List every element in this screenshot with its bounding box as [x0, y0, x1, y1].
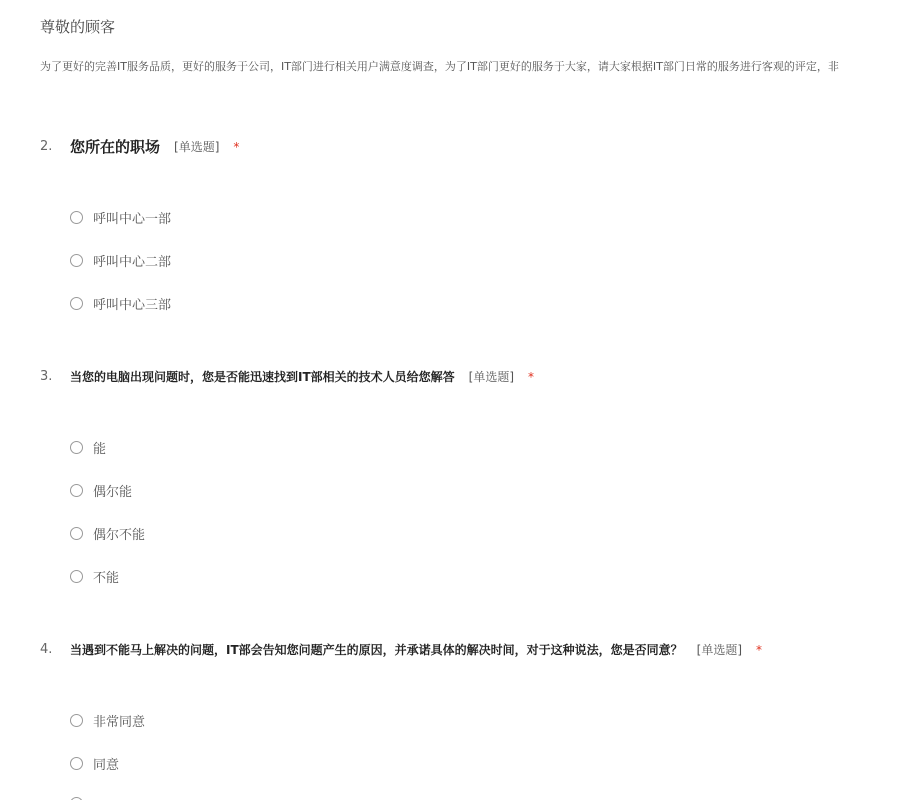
- question-title: 当您的电脑出现问题时，您是否能迅速找到IT部相关的技术人员给您解答: [70, 370, 455, 384]
- radio-button[interactable]: [70, 527, 83, 540]
- survey-intro: 为了更好的完善IT服务品质，更好的服务于公司，IT部门进行相关用户满意度调查，为了IT部门更好的服务于大家，请大家根据IT部门日常的服务进行客观的评定，非: [40, 60, 839, 73]
- question-title: 当遇到不能马上解决的问题，IT部会告知您问题产生的原因，并承诺具体的解决时间，对于这种说法，您是否同意？: [70, 643, 683, 657]
- radio-button[interactable]: [70, 484, 83, 497]
- option-label: 偶尔能: [93, 485, 133, 500]
- radio-button[interactable]: [70, 211, 83, 224]
- option-label: 非常同意: [93, 715, 146, 730]
- question-type-label: [单选题]: [468, 370, 515, 384]
- option-1[interactable]: [70, 438, 106, 457]
- question-header: [40, 368, 900, 385]
- option-1[interactable]: [70, 711, 145, 730]
- radio-button[interactable]: [70, 570, 83, 583]
- option-3[interactable]: [70, 294, 171, 313]
- radio-button[interactable]: [70, 714, 83, 727]
- radio-button[interactable]: [70, 441, 83, 454]
- option-3[interactable]: [70, 524, 145, 543]
- question-header: [40, 641, 900, 658]
- question-number: 4.: [40, 642, 53, 657]
- option-1[interactable]: [70, 208, 171, 227]
- question-3: [40, 368, 900, 586]
- option-2[interactable]: [70, 481, 132, 500]
- question-type-label: [单选题]: [174, 140, 220, 154]
- required-mark: *: [528, 369, 535, 384]
- option-label: 呼叫中心三部: [93, 298, 172, 313]
- question-4: [40, 641, 900, 773]
- question-header: [40, 136, 900, 157]
- required-mark: *: [756, 642, 763, 657]
- survey-greeting: 尊敬的顾客: [40, 18, 116, 36]
- radio-button[interactable]: [70, 254, 83, 267]
- required-mark: *: [233, 139, 240, 154]
- option-label: 能: [93, 442, 107, 457]
- option-label: 不能: [93, 571, 120, 586]
- option-2[interactable]: [70, 754, 119, 773]
- option-4[interactable]: [70, 567, 119, 586]
- radio-button[interactable]: [70, 297, 83, 310]
- radio-button[interactable]: [70, 757, 83, 770]
- question-title: 您所在的职场: [70, 138, 161, 156]
- question-number: 3.: [40, 369, 53, 384]
- option-2[interactable]: [70, 251, 171, 270]
- question-type-label: [单选题]: [696, 643, 743, 657]
- option-label: 同意: [93, 758, 120, 773]
- option-label: 呼叫中心一部: [93, 212, 172, 227]
- option-label: 偶尔不能: [93, 528, 146, 543]
- question-number: 2.: [40, 139, 53, 154]
- option-label: 呼叫中心二部: [93, 255, 172, 270]
- question-2: [40, 136, 900, 313]
